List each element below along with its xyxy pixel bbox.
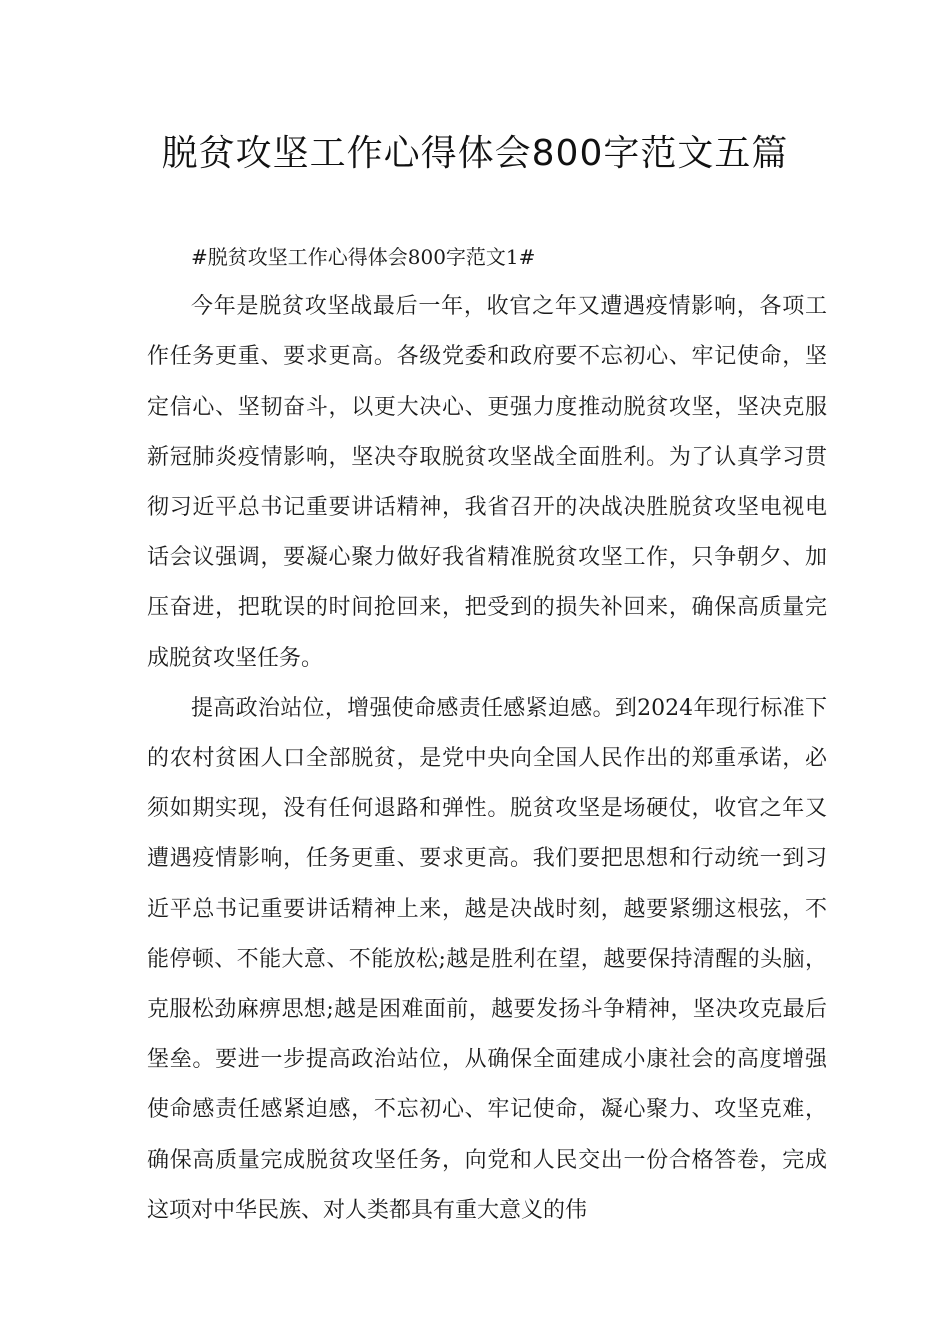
document-title: 脱贫攻坚工作心得体会800字范文五篇	[161, 133, 789, 174]
document-body	[147, 232, 827, 1236]
paragraph-1: 今年是脱贫攻坚战最后一年，收官之年又遭遇疫情影响，各项工作任务更重、要求更高。各级党委和政府要不忘初心、牢记使命，坚定信心、坚韧奋斗，以更大决心、更强力度推动脱贫攻坚，坚决克服新冠肺炎疫情影响，坚决夺取脱贫攻坚战全面胜利。为了认真学习贯彻习近平总书记重要讲话精神，我省召开的决战决胜脱贫攻坚电视电话会议强调，要凝心聚力做好我省精准脱贫攻坚工作，只争朝夕、加压奋进，把耽误的时间抢回来，把受到的损失补回来，确保高质量完成脱贫攻坚任务。	[147, 294, 827, 671]
section-heading: #脱贫攻坚工作心得体会800字范文1#	[191, 245, 536, 269]
paragraph-2: 提高政治站位，增强使命感责任感紧迫感。到2024年现行标准下的农村贫困人口全部脱贫，是党中央向全国人民作出的郑重承诺，必须如期实现，没有任何退路和弹性。脱贫攻坚是场硬仗，收官之年又遭遇疫情影响，任务更重、要求更高。我们要把思想和行动统一到习近平总书记重要讲话精神上来，越是决战时刻，越要紧绷这根弦，不能停顿、不能大意、不能放松;越是胜利在望，越要保持清醒的头脑，克服松劲麻痹思想;越是困难面前，越要发扬斗争精神，坚决攻克最后堡垒。要进一步提高政治站位，从确保全面建成小康社会的高度增强使命感责任感紧迫感，不忘初心、牢记使命，凝心聚力、攻坚克难，确保高质量完成脱贫攻坚任务，向党和人民交出一份合格答卷，完成这项对中华民族、对人类都具有重大意义的伟	[147, 695, 827, 1223]
